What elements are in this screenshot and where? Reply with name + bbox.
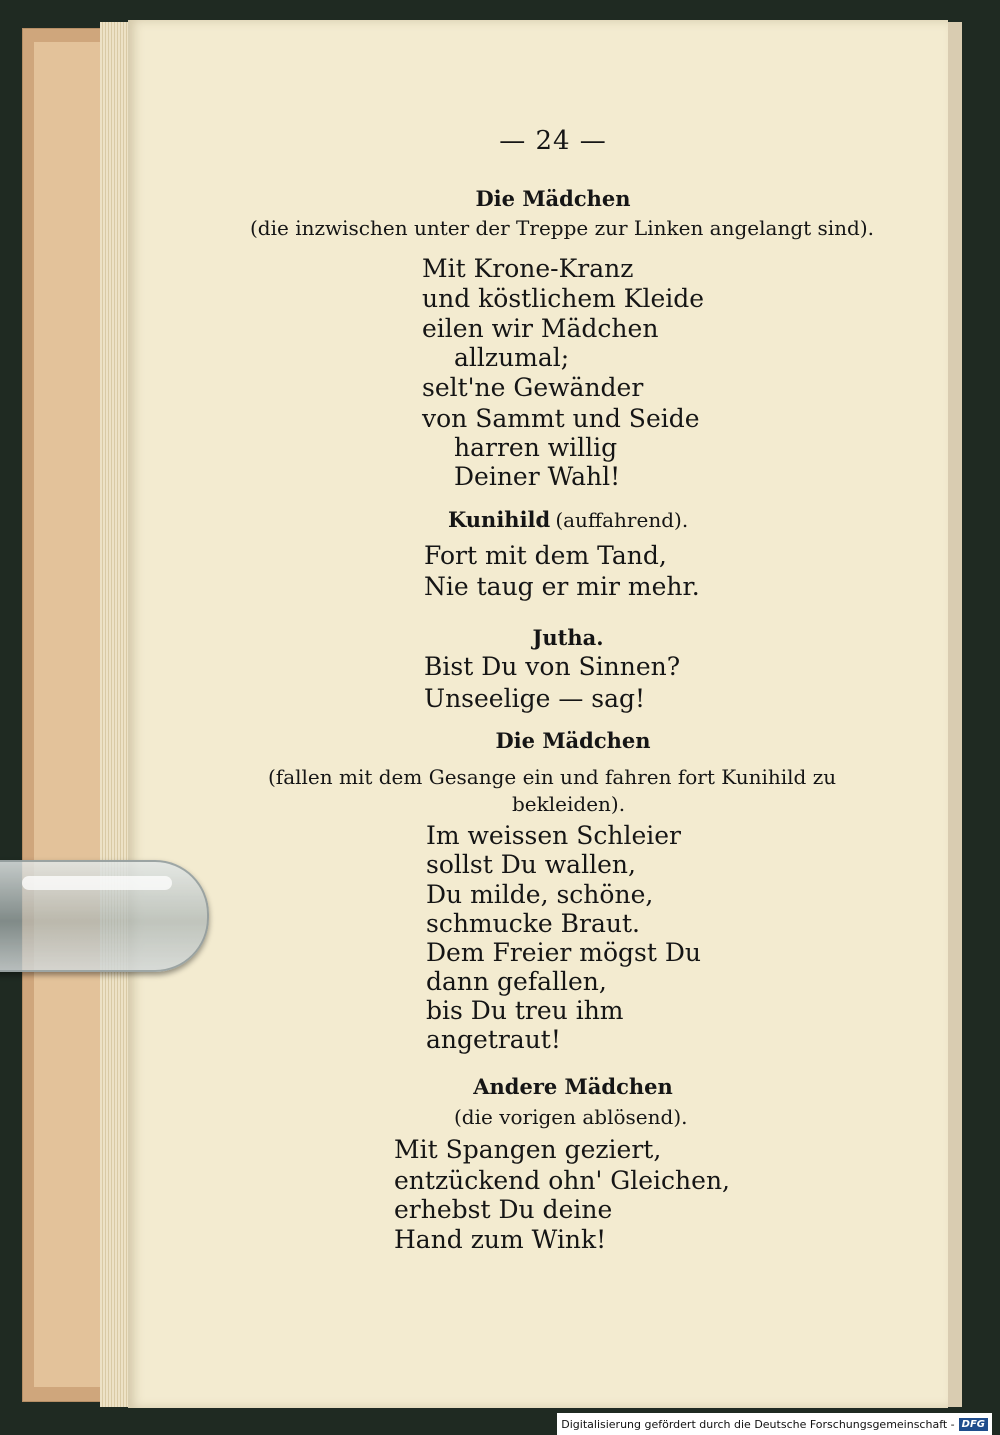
verse-line: Unseelige — sag! (424, 684, 646, 713)
page-number: — 24 — (499, 126, 607, 156)
verse-line: entzückend ohn' Gleichen, (394, 1166, 730, 1195)
speaker-name: Kunihild (448, 507, 551, 532)
stage-direction: (die vorigen ablösend). (454, 1105, 688, 1129)
dfg-logo: DFG (959, 1418, 988, 1431)
verse-line: Du milde, schöne, (426, 880, 654, 909)
stage-direction: (fallen mit dem Gesange ein und fahren fort Kunihild zu (268, 765, 837, 789)
glass-page-clip (0, 860, 209, 972)
speaker-heading: Andere Mädchen (473, 1074, 673, 1099)
verse-line: Bist Du von Sinnen? (424, 652, 681, 681)
verse-line: und köstlichem Kleide (422, 284, 705, 313)
verse-line: allzumal; (454, 343, 570, 372)
verse-line: schmucke Braut. (426, 909, 640, 938)
verse-line: Mit Krone-Kranz (422, 254, 634, 283)
right-page-edge (944, 22, 1000, 1407)
verse-line: erhebst Du deine (394, 1195, 613, 1224)
verse-line: harren willig (454, 433, 618, 462)
verse-line: bis Du treu ihm (426, 996, 624, 1025)
speaker-heading: Die Mädchen (475, 186, 631, 211)
verse-line: Mit Spangen geziert, (394, 1135, 662, 1164)
dfg-funding-footer (557, 1413, 992, 1435)
footer-text: Digitalisierung gefördert durch die Deutsche Forschungsgemeinschaft - (561, 1417, 955, 1431)
verse-line: Nie taug er mir mehr. (424, 572, 700, 601)
stage-direction: bekleiden). (512, 792, 626, 816)
verse-line: von Sammt und Seide (422, 404, 700, 433)
verse-line: eilen wir Mädchen (422, 314, 659, 343)
verse-line: selt'ne Gewänder (422, 373, 644, 402)
verse-line: sollst Du wallen, (426, 850, 636, 879)
page-stack-edge (100, 22, 130, 1407)
verse-line: Hand zum Wink! (394, 1225, 607, 1254)
verse-line: angetraut! (426, 1025, 561, 1054)
stage-direction: (auffahrend). (555, 508, 689, 532)
speaker-heading: Die Mädchen (495, 728, 651, 753)
verse-line: Im weissen Schleier (426, 821, 681, 850)
stage-direction: (die inzwischen unter der Treppe zur Linken angelangt sind). (250, 216, 875, 240)
verse-line: dann gefallen, (426, 967, 607, 996)
speaker-heading (448, 507, 948, 532)
verse-line: Deiner Wahl! (454, 462, 621, 491)
speaker-heading: Jutha. (532, 625, 604, 650)
book-page (128, 20, 948, 1408)
verse-line: Dem Freier mögst Du (426, 938, 701, 967)
verse-line: Fort mit dem Tand, (424, 541, 667, 570)
